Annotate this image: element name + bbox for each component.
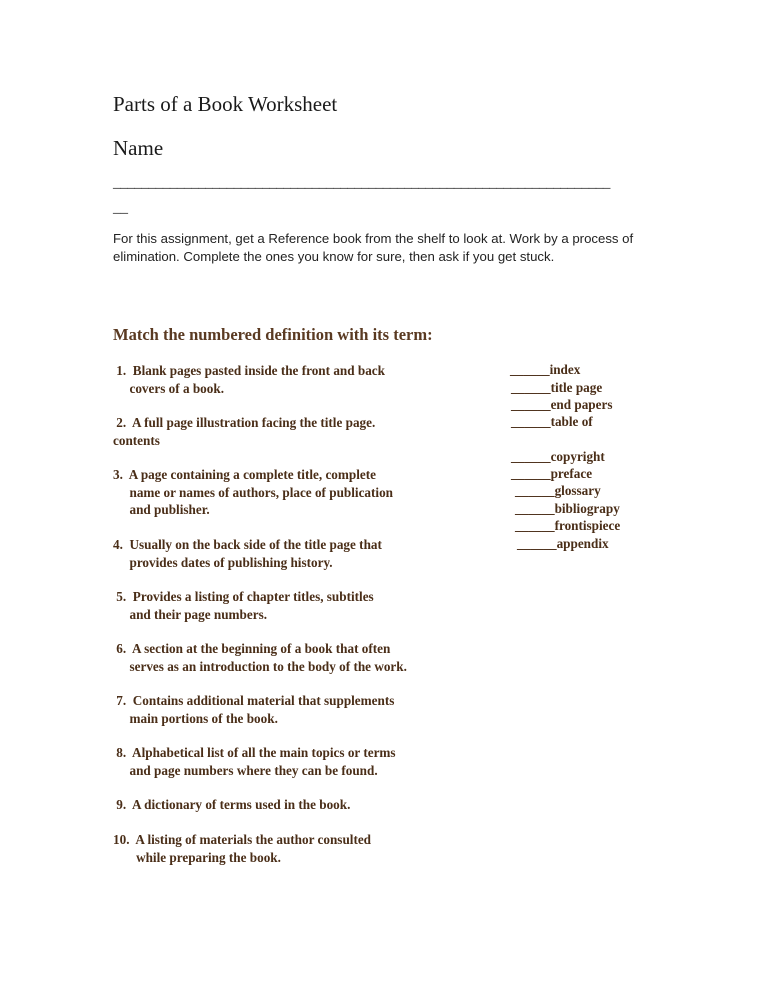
term-preface: ______preface: [511, 466, 593, 481]
definition-6: [113, 640, 407, 675]
term-frontispiece: ______frontispiece: [515, 518, 621, 533]
term-copyright: ______copyright: [511, 449, 605, 464]
name-label: Name: [113, 136, 164, 160]
worksheet-title: Parts of a Book Worksheet: [113, 92, 338, 116]
term-appendix: ______appendix: [517, 536, 609, 551]
definition-line: contents: [113, 432, 160, 448]
definition-10: [113, 831, 371, 866]
definition-line: main portions of the book.: [113, 710, 278, 726]
term-end-papers: ______end papers: [511, 397, 613, 412]
definition-line: and their page numbers.: [113, 606, 267, 622]
instructions-line: For this assignment, get a Reference book from the shelf to look at. Work by a process of: [113, 231, 634, 246]
section-heading: Match the numbered definition with its term:: [113, 325, 433, 344]
definition-line: 10. A listing of materials the author consulted: [113, 832, 372, 847]
definition-line: 1. Blank pages pasted inside the front and back: [113, 363, 385, 378]
definition-line: 2. A full page illustration facing the title page.: [113, 415, 376, 430]
definition-line: 5. Provides a listing of chapter titles, subtitles: [113, 589, 374, 604]
definition-line: covers of a book.: [113, 380, 224, 396]
definition-line: serves as an introduction to the body of the work.: [113, 658, 407, 674]
definition-4: [113, 536, 382, 571]
name-blank-line: ______________________________________________________________________: [113, 175, 611, 191]
definition-line: name or names of authors, place of publication: [113, 484, 393, 500]
definition-5: [113, 588, 374, 623]
term-bibliograpy: ______bibliograpy: [515, 501, 620, 516]
term-glossary: ______glossary: [515, 483, 601, 498]
term-index: ______index: [510, 362, 581, 377]
definition-7: [113, 692, 394, 727]
definition-line: 8. Alphabetical list of all the main topics or terms: [113, 745, 396, 760]
definition-line: 9. A dictionary of terms used in the book.: [113, 797, 351, 812]
instructions-line: elimination. Complete the ones you know for sure, then ask if you get stuck.: [113, 249, 555, 264]
definition-8: [113, 744, 396, 779]
definition-9: [113, 796, 350, 814]
definition-line: and publisher.: [113, 502, 210, 517]
term-table-of: ______table of: [511, 414, 593, 429]
definition-3: [113, 466, 393, 519]
definition-line: 7. Contains additional material that supplements: [113, 693, 395, 708]
definition-line: 6. A section at the beginning of a book that often: [113, 641, 391, 656]
instructions: [113, 230, 633, 266]
name-blank-line-continued: __: [113, 200, 128, 216]
definition-2: [113, 414, 375, 449]
definition-line: and page numbers where they can be found.: [113, 762, 378, 778]
definition-line: provides dates of publishing history.: [113, 554, 333, 570]
definition-line: while preparing the book.: [113, 849, 281, 865]
definition-line: 3. A page containing a complete title, complete: [113, 467, 376, 482]
term-title-page: ______title page: [511, 380, 603, 395]
definition-line: 4. Usually on the back side of the title page that: [113, 537, 382, 552]
definition-1: [113, 362, 385, 397]
